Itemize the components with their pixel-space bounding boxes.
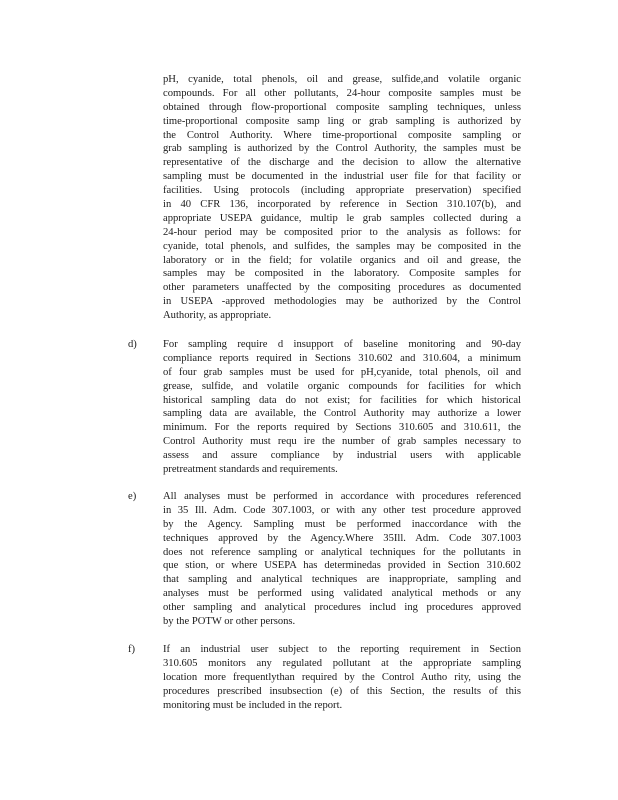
text-line: other sampling and analytical procedures includ ing procedures approved — [163, 602, 521, 614]
text-line: grab sampling is authorized by the Control Authority, the samples must be — [163, 143, 521, 155]
text-line: compounds. For all other pollutants, 24-hour composite samples must be — [163, 87, 521, 99]
text-line: location more frequentlythan required by the Control Autho rity, using the — [163, 671, 521, 683]
subsection-f-paragraph — [163, 643, 521, 712]
text-line: que stion, or where USEPA has determinedas provided in Section 310.602 — [163, 560, 521, 572]
text-line: that sampling and analytical techniques are inappropriate, sampling and — [163, 574, 521, 586]
text-line: pH, cyanide, total phenols, oil and grease, sulfide,and volatile organic — [163, 74, 521, 85]
text-line: the Control Authority. Where time-proportional composite sampling or — [163, 129, 521, 141]
text-line: does not reference sampling or analytical techniques for the pollutants in — [163, 546, 521, 558]
subsection-e-paragraph — [163, 490, 521, 629]
subsection-d-paragraph — [163, 338, 521, 477]
text-line: sampling data are available, the Control Authority may authorize a lower — [163, 408, 521, 420]
text-line: techniques approved by the Agency.Where 35Ill. Adm. Code 307.1003 — [163, 532, 521, 544]
text-line: cyanide, total phenols, and sulfides, the samples may be composited in the — [163, 240, 521, 252]
text-line: If an industrial user subject to the reporting requirement in Section — [163, 644, 521, 655]
text-line: obtained through flow-proportional composite sampling techniques, unless — [163, 101, 521, 113]
subsection-label-d: d) — [128, 339, 137, 350]
text-line: other parameters unaffected by the compositing procedures as documented — [163, 282, 521, 294]
text-line: minimum. For the reports required by Sections 310.605 and 310.611, the — [163, 422, 521, 434]
text-line: analyses must be performed using validated analytical methods or any — [163, 588, 521, 600]
text-line: Control Authority must requ ire the number of grab samples necessary to — [163, 436, 521, 448]
text-line: of four grab samples must be used for pH,cyanide, total phenols, oil and — [163, 366, 521, 378]
continuation-paragraph — [163, 73, 521, 323]
subsection-label-e: e) — [128, 491, 137, 502]
text-line: in 35 Ill. Adm. Code 307.1003, or with any other test procedure approved — [163, 504, 521, 516]
text-line: procedures prescribed insubsection (e) of this Section, the results of this — [163, 685, 521, 697]
text-line: For sampling require d insupport of baseline monitoring and 90-day — [163, 339, 521, 350]
text-line: by the Agency. Sampling must be performed inaccordance with the — [163, 518, 521, 530]
text-line: assess and assure compliance by industrial users with applicable — [163, 450, 521, 462]
text-line: monitoring must be included in the report. — [163, 699, 343, 711]
text-line: compliance reports required in Sections 310.602 and 310.604, a minimum — [163, 352, 521, 364]
subsection-label-f: f) — [128, 644, 136, 655]
text-line: appropriate USEPA guidance, multip le grab samples collected during a — [163, 212, 521, 224]
text-line: Authority, as appropriate. — [163, 310, 272, 322]
text-line: time-proportional composite samp ling or grab sampling is authorized by — [163, 115, 521, 127]
text-line: in USEPA -approved methodologies may be authorized by the Control — [163, 296, 521, 308]
text-line: historical sampling data do not exist; for facilities for which historical — [163, 394, 521, 406]
text-line: in 40 CFR 136, incorporated by reference in Section 310.107(b), and — [163, 199, 521, 211]
text-line: pretreatment standards and requirements. — [163, 464, 338, 476]
text-line: representative of the discharge and the decision to allow the alternative — [163, 157, 521, 169]
text-line: 310.605 monitors any regulated pollutant at the appropriate sampling — [163, 657, 521, 669]
text-line: samples may be composited in the laboratory. Composite samples for — [163, 268, 521, 280]
text-line: sampling must be documented in the industrial user file for that facility or — [163, 171, 521, 183]
text-line: grease, sulfide, and volatile organic compounds for facilities for which — [163, 380, 521, 392]
text-line: by the POTW or other persons. — [163, 616, 296, 628]
text-line: All analyses must be performed in accordance with procedures referenced — [163, 491, 521, 502]
text-line: facilities. Using protocols (including appropriate preservation) specified — [163, 185, 521, 197]
text-line: laboratory or in the field; for volatile organics and oil and grease, the — [163, 254, 521, 266]
text-line: 24-hour period may be composited prior to the analysis as follows: for — [163, 226, 521, 238]
